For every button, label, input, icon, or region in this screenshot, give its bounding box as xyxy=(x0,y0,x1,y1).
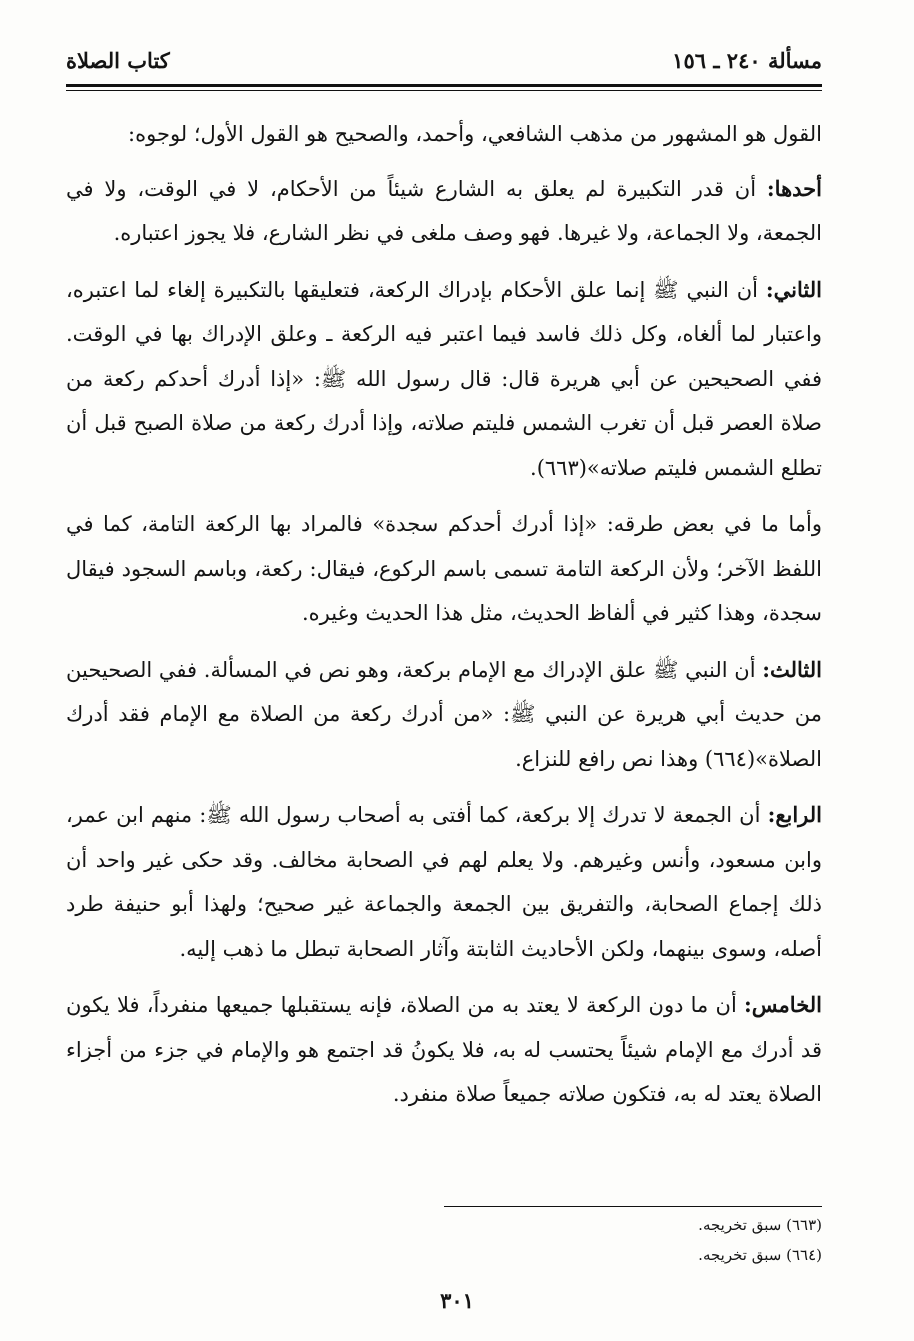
paragraph-lead: أحدها: xyxy=(766,175,822,201)
paragraph-text: أن النبي ﷺ إنما علق الأحكام بإدراك الركعة، فتعليقها بالتكبيرة إلغاء لما اعتبره، واعتبار لما ألغاه، وكل ذلك فاسد فيما اعتبر فيه الركعة ـ وعلق الإدراك بها في الوقت. ففي الصحيحين عن أبي هريرة قال: قال رسول الله ﷺ: «إذا أدرك أحدكم ركعة من صلاة العصر قبل أن تغرب الشمس فليتم صلاته، وإذا أدرك ركعة من صلاة الصبح قبل أن تطلع الشمس فليتم صلاته»(٦٦٣). xyxy=(66,277,822,480)
paragraph-text: أن قدر التكبيرة لم يعلق به الشارع شيئاً من الأحكام، لا في الوقت، ولا في الجمعة، ولا الجماعة، ولا غيرها. فهو وصف ملغى في نظر الشارع، فلا يجوز اعتباره. xyxy=(66,176,822,245)
body-text xyxy=(66,112,822,1129)
paragraph-second-reason xyxy=(66,268,822,491)
paragraph-third-reason xyxy=(66,648,822,782)
paragraph-fifth-reason xyxy=(66,983,822,1117)
footnote-663: (٦٦٣) سبق تخريجه. xyxy=(698,1216,822,1234)
paragraph-lead: الثاني: xyxy=(765,276,822,302)
header-rule-thin xyxy=(66,90,822,91)
paragraph-text: أن ما دون الركعة لا يعتد به من الصلاة، فإنه يستقبلها جميعها منفرداً، فلا يكون قد أدرك مع الإمام شيئاً يحتسب له به، فلا يكونُ قد اجتمع هو والإمام في جزء من أجزاء الصلاة يعتد له به، فتكون صلاته جميعاً صلاة منفرد. xyxy=(66,993,822,1106)
paragraph-text: أن النبي ﷺ علق الإدراك مع الإمام بركعة، وهو نص في المسألة. ففي الصحيحين من حديث أبي هريرة عن النبي ﷺ: «من أدرك ركعة من الصلاة مع الإمام فقد أدرك الصلاة»(٦٦٤) وهذا نص رافع للنزاع. xyxy=(66,657,822,771)
paragraph-intro xyxy=(66,112,822,157)
paragraph-first-reason xyxy=(66,167,822,256)
running-header xyxy=(66,42,822,78)
paragraph-lead: الخامس: xyxy=(744,992,822,1017)
header-rule-thick xyxy=(66,84,822,87)
chapter-title: كتاب الصلاة xyxy=(66,47,170,73)
paragraph-text: وأما ما في بعض طرقه: «إذا أدرك أحدكم سجدة» فالمراد بها الركعة التامة، كما في اللفظ الآخر؛ ولأن الركعة التامة تسمى باسم الركوع، فيقال: ركعة، وباسم السجود فيقال سجدة، وهذا كثير في ألفاظ الحديث، مثل هذا الحديث وغيره. xyxy=(66,512,822,625)
paragraph-sajda-note xyxy=(66,502,822,636)
footnote-664: (٦٦٤) سبق تخريجه. xyxy=(698,1246,822,1264)
paragraph-text: القول هو المشهور من مذهب الشافعي، وأحمد، والصحيح هو القول الأول؛ لوجوه: xyxy=(128,122,822,146)
paragraph-lead: الرابع: xyxy=(767,802,822,827)
issue-reference: مسألة ٢٤٠ ـ ١٥٦ xyxy=(672,47,822,73)
footnote-rule xyxy=(444,1206,822,1207)
paragraph-lead: الثالث: xyxy=(762,656,822,682)
footnotes xyxy=(66,1210,822,1270)
paragraph-fourth-reason xyxy=(66,793,822,971)
paragraph-text: أن الجمعة لا تدرك إلا بركعة، كما أفتى به أصحاب رسول الله ﷺ: منهم ابن عمر، وابن مسعود، وأنس وغيرهم. ولا يعلم لهم في الصحابة مخالف. وقد حكى غير واحد أن ذلك إجماع الصحابة، والتفريق بين الجمعة والجماعة غير صحيح؛ ولهذا أبو حنيفة طرد أصله، وسوى بينهما، ولكن الأحاديث الثابتة وآثار الصحابة تبطل ما ذهب إليه. xyxy=(66,803,822,961)
page-number: ٣٠١ xyxy=(440,1288,474,1313)
